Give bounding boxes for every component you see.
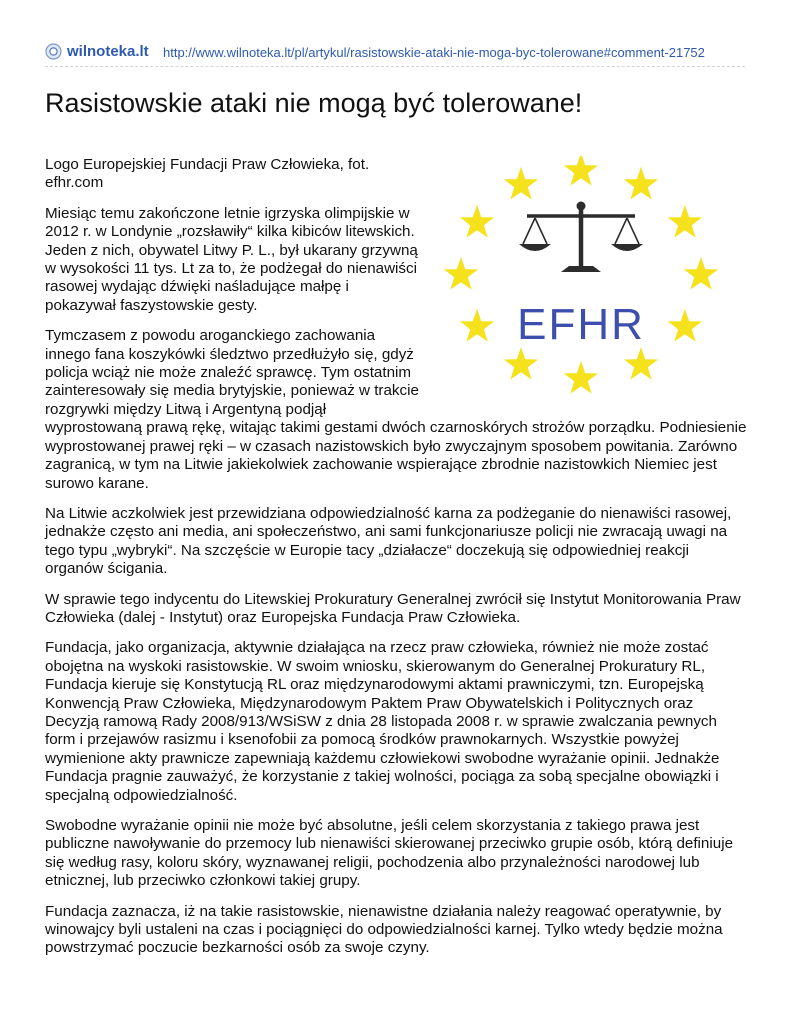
photo-caption: Logo Europejskiej Fundacji Praw Człowieka, fot. efhr.com <box>45 156 370 192</box>
source-url-link[interactable]: http://www.wilnoteka.lt/pl/artykul/rasistowskie-ataki-nie-moga-byc-tolerowane#comment-21752 <box>163 45 705 60</box>
article-paragraph: Tymczasem z powodu aroganckiego zachowania innego fana koszykówki śledztwo przedłużyło się, gdyż policja wciąż nie może znaleźć sprawcę. Tym ostatnim zainteresowały się media brytyjskie, ponieważ w trakcie rozgrywki między Litwą i Argentyną podjął wyprostowaną prawą rękę, witając takimi gestami dwóch czarnoskórych strożów porządku. Podniesienie wyprostowanej prawej ręki – w czasach nazistowskich było zwyczajnym sposobem powitania. Zarówno zagranicą, w tym na Litwie jakiekolwiek zachowanie wspierające zbrodnie nazistowkich Niemiec jest surowo karane. <box>45 327 747 492</box>
article-paragraph: Swobodne wyrażanie opinii nie może być absolutne, jeśli celem skorzystania z takiego prawa jest publiczne nawoływanie do przemocy lub nienawiści skierowanej przeciwko grupie osób, którą definiuje się według rasy, koloru skóry, wyznawanej religii, pochodzenia albo przynależności narodowej lub etnicznej, lub przeciwko członkowi takiej grupy. <box>45 817 734 890</box>
article-paragraph: Fundacja zaznacza, iż na takie rasistowskie, nienawistne działania należy reagować operatywnie, by winowajcy byli ustaleni na czas i pociągnięci do odpowiedzialności karnej. Tylko wtedy będzie można powstrzymać poczucie bezkarności osób za swoje czyny. <box>45 902 723 957</box>
article-paragraph: Na Litwie aczkolwiek jest przewidziana odpowiedzialność karna za podżeganie do nienawiści rasowej, jednakże często ani media, ani społeczeństwo, ani sami funkcjonariusze policji nie zwracają uwagi na tego typu „wybryki“. Na szczęście w Europie tacy „działacze“ doczekują się odpowiedniej reakcji organów ścigania. <box>45 504 732 578</box>
source-bar <box>45 40 745 67</box>
article-title: Rasistowskie ataki nie mogą być tolerowane! <box>45 88 583 118</box>
site-name[interactable]: wilnoteka.lt <box>67 43 149 60</box>
article-paragraph: Miesiąc temu zakończone letnie igrzyska olimpijskie w 2012 r. w Londynie „rozsławiły“ kilka kibiców litewskich. Jeden z nich, obywatel Litwy P. L., był ukarany grzywną w wysokości 11 tys. Lt za to, że podżegał do nienawiści rasowej wydając dźwięki naśladujące małpę i pokazywał faszystowskie gesty. <box>45 204 418 314</box>
logo-float-spacer <box>419 156 751 416</box>
article-paragraph: W sprawie tego indycentu do Litewskiej Prokuratury Generalnej zwrócił się Instytut Monitorowania Praw Człowieka (dalej - Instytut) oraz Europejska Fundacja Praw Człowieka. <box>45 590 741 626</box>
article-body <box>45 156 751 970</box>
logo-text: EFHR <box>517 300 645 349</box>
article-paragraph: Fundacja, jako organizacja, aktywnie działająca na rzecz praw człowieka, również nie może zostać obojętna na wyskoki rasistowskie. W swoim wniosku, skierowanym do Generalnej Prokuratury RL, Fundacja kieruje się Konstytucją RL oraz międzynarodowymi aktami prawniczymi, tzn. Europejską Konwencją Praw Człowieka, Międzynarodowym Paktem Praw Obywatelskich i Politycznych oraz Decyzją ramową Rady 2008/913/WSiSW z dnia 28 listopada 2008 r. w sprawie zwalczania pewnych form i przejawów rasizmu i ksenofobii za pomocą środków prawnokarnych. Wszystkie powyżej wymienione akty prawnicze zapewniają każdemu człowiekowi swobodne wyrażanie opinii. Jednakże Fundacja pragnie zauważyć, że korzystanie z takiej wolności, pociąga za sobą specjalne obowiązki i specjalną odpowiedzialność. <box>45 639 720 804</box>
site-logo-icon <box>45 43 62 60</box>
